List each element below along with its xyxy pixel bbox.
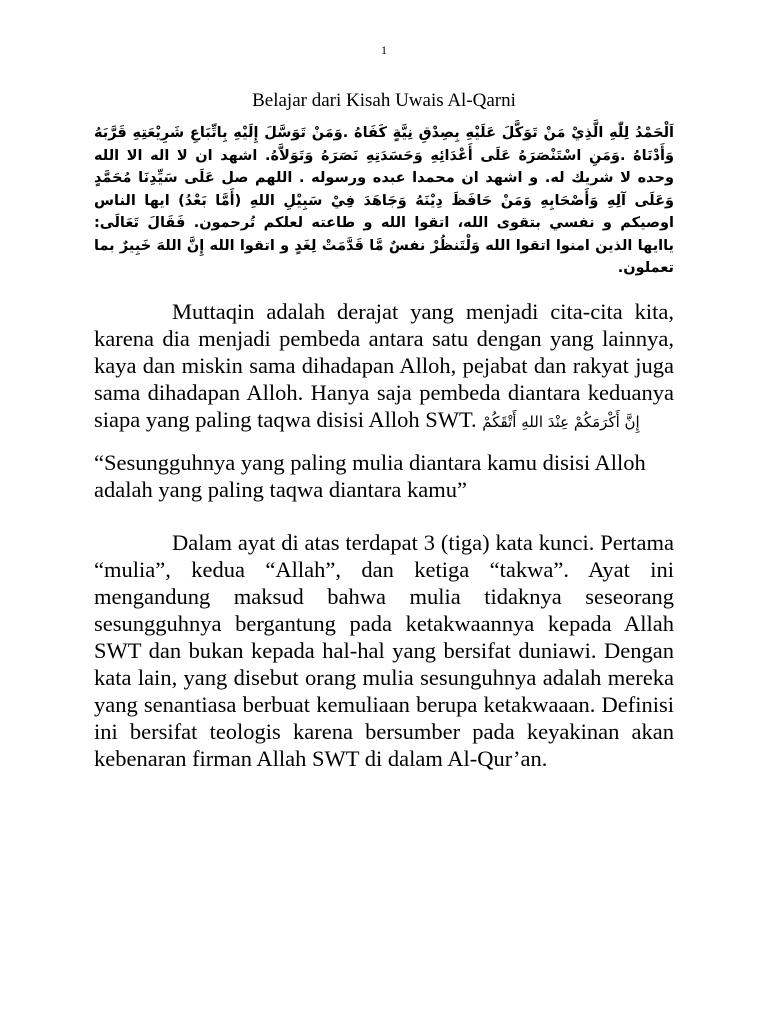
paragraph-muttaqin (94, 298, 674, 436)
paragraph-muttaqin-text: Muttaqin adalah derajat yang menjadi cita-cita kita, karena dia menjadi pembeda antara satu dengan yang lainnya, kaya dan miskin sama dihadapan Alloh, pejabat dan rakyat juga sama dihadapan Alloh. Hanya saja pembeda diantara keduanya siapa yang paling taqwa disisi Alloh SWT. (94, 298, 674, 432)
translation-quote: “Sesungguhnya yang paling mulia diantara kamu disisi Alloh adalah yang paling taqwa diantara kamu” (94, 449, 646, 502)
document-title: Belajar dari Kisah Uwais Al-Qarni (252, 90, 516, 111)
arabic-opening-prayer: اَلْحَمْدُ لِلّٰهِ الَّذِيْ مَنْ تَوَكَّلَ عَلَيْهِ بِصِدْقِ نِيَّةٍ كَفَاهُ .وَمَنْ تَوَسَّلَ إِلَيْهِ بِاتِّبَاعِ شَرِيْعَتِهِ قَرَّبَهُ وَأَدْنَاهُ .وَمَنِ اسْتَنْصَرَهُ عَلَى أَعْدَائِهِ وَحَسَدَتِهِ نَصَرَهُ وَتَوَلاَّهُ. اشهد ان لا اله الا الله وحده لا شريك له. و اشهد ان محمدا عبده ورسوله . اللهم صل عَلَى سَيِّدِنَا مُحَمَّدٍ وَعَلَى آلِهِ وَأَصْحَابِهِ وَمَنْ حَافَظَ دِيْنَهُ وَجَاهَدَ فِيْ سَبِيْلِ اللهِ (أَمَّا بَعْدُ) ايها الناس اوصيكم و نفسي بتقوى الله، اتقوا الله و طاعته لعلكم تُرحمون. فَقَالَ تَعَالَى: ياايها الذين امنوا اتقوا الله وَلْتَنظُرْ نفسٌ مَّا قَدَّمَتْ لِغَدٍ و اتقوا الله إِنَّ اللهَ خَبِيرٌ بما تعملون. (94, 125, 674, 276)
paragraph-key-words: Dalam ayat di atas terdapat 3 (tiga) kata kunci. Pertama “mulia”, kedua “Allah”, dan ketiga “takwa”. Ayat ini mengandung maksud bahwa mulia tidaknya seseorang sesungguhnya bergantung pada ketakwaannya kepada Allah SWT dan bukan kepada hal-hal yang bersifat duniawi. Dengan kata lain, yang disebut orang mulia sesunguhnya adalah mereka yang senantiasa berbuat kemuliaan berupa ketakwaaan. Definisi ini bersifat teologis karena bersumber pada keyakinan akan kebenaran firman Allah SWT di dalam Al-Qur’an. (94, 529, 674, 771)
page-number: 1 (381, 43, 387, 57)
inline-arabic-verse: إِنَّ أَكْرَمَكُمْ عِنْدَ اللهِ أَتْقَكُمْ (482, 412, 640, 431)
